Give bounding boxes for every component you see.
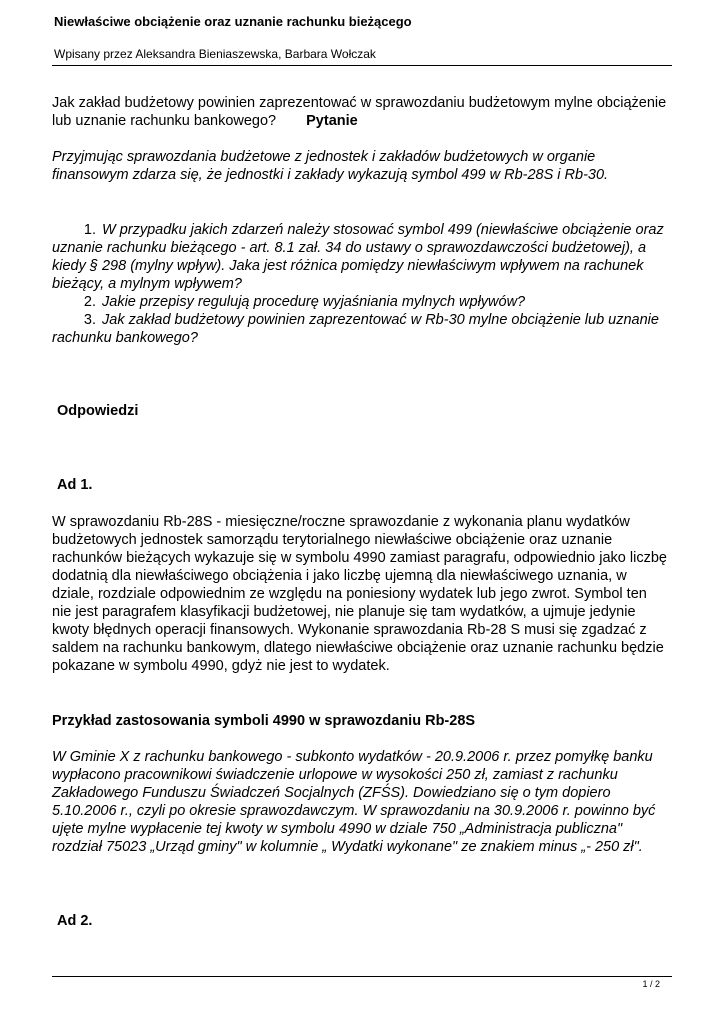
page-number: 1 / 2 [642,979,660,989]
example-line: Zakładowego Funduszu Świadczeń Socjalnych (ZFŚS). Dowiedziano się o tym dopiero [52,785,611,801]
question-line [52,221,677,239]
intro-question-text: lub uznanie rachunku bankowego? [52,113,277,129]
intro-lead-line: finansowym zdarza się, że jednostki i zakłady wykazują symbol 499 w Rb-28S i Rb-30. [52,167,609,183]
document-title: Niewłaściwe obciążenie oraz uznanie rachunku bieżącego [54,14,412,29]
document-authors: Wpisany przez Aleksandra Bieniaszewska, Barbara Wołczak [54,47,376,61]
answer-line: saldem na rachunku bankowym, dlatego niewłaściwe obciążenie oraz uznanie rachunku będzie [52,640,664,656]
intro-lead [52,148,677,184]
answer-line: W sprawozdaniu Rb-28S - miesięczne/roczne sprawozdanie z wykonania planu wydatków [52,514,630,530]
example-heading: Przykład zastosowania symboli 4990 w sprawozdaniu Rb-28S [52,713,476,729]
intro-lead-line: Przyjmując sprawozdania budżetowe z jednostek i zakładów budżetowych w organie [52,149,596,165]
ad2-heading: Ad 2. [57,913,93,929]
intro-question-line: Jak zakład budżetowy powinien zaprezentować w sprawozdaniu budżetowym mylne obciążenie [52,95,667,111]
answer-line: nie jest paragrafem klasyfikacji budżetowej, nie planuje się tam wydatków, a ujmuje jedynie [52,604,636,620]
ad1-answer [52,513,677,675]
questions-list [52,221,677,347]
header-divider [52,65,672,66]
question-number: 1. [83,222,96,238]
footer-divider [52,976,672,977]
question-text: Jakie przepisy regulują procedurę wyjaśniania mylnych wpływów? [102,294,526,310]
intro-question [52,94,677,130]
question-line: rachunku bankowego? [52,330,198,346]
intro-question-line [52,112,677,130]
question-label: Pytanie [306,113,358,129]
example-line: W Gminie X z rachunku bankowego - subkonto wydatków - 20.9.2006 r. przez pomyłkę banku [52,749,653,765]
example-text [52,748,677,856]
ad1-heading: Ad 1. [57,477,93,493]
question-number: 3. [83,312,96,328]
answer-line: kwoty błędnych operacji finansowych. Wykonanie sprawozdania Rb-28 S musi się zgadzać z [52,622,647,638]
question-line [52,311,677,329]
answer-line: pokazane w symbolu 4990, gdyż nie jest to wydatek. [52,658,390,674]
example-line: 5.10.2006 r., czyli po okresie sprawozdawczym. W sprawozdaniu na 30.9.2006 r. powinno być [52,803,656,819]
question-line: kiedy § 298 (mylny wpływ). Jaka jest różnica pomiędzy niewłaściwym wpływem na rachunek [52,258,644,274]
answers-heading: Odpowiedzi [57,403,139,419]
question-text: Jak zakład budżetowy powinien zaprezentować w Rb-30 mylne obciążenie lub uznanie [102,312,659,328]
answer-line: dodatnią dla niewłaściwego obciążenia i jako liczbę ujemną dla niewłaściwego uznania, w [52,568,627,584]
question-line: uznanie rachunku bieżącego - art. 8.1 zał. 34 do ustawy o sprawozdawczości budżetowej), a [52,240,647,256]
example-line: ujęte mylne wypłacenie tej kwoty w symbolu 4990 w dziale 750 „Administracja publiczna" [52,821,623,837]
example-line: rozdział 75023 „Urząd gminy" w kolumnie „ Wydatki wykonane" ze znakiem minus „- 250 zł". [52,839,643,855]
answer-line: dziale, rozdziale odpowiednim ze względu na poniesiony wydatek lub jego zwrot. Symbol ten [52,586,647,602]
question-line [52,293,677,311]
question-text: W przypadku jakich zdarzeń należy stosować symbol 499 (niewłaściwe obciążenie oraz [102,222,664,238]
answer-line: budżetowych jednostek samorządu terytorialnego niewłaściwe obciążenie oraz uznanie [52,532,613,548]
question-number: 2. [83,294,96,310]
example-line: wypłacono pracownikowi świadczenie urlopowe w wysokości 250 zł, zamiast z rachunku [52,767,618,783]
answer-line: rachunków bieżących wykazuje się w symbolu 4990 zamiast paragrafu, odpowiednio jako liczbę [52,550,667,566]
question-line: bieżący, a mylnym wpływem? [52,276,242,292]
